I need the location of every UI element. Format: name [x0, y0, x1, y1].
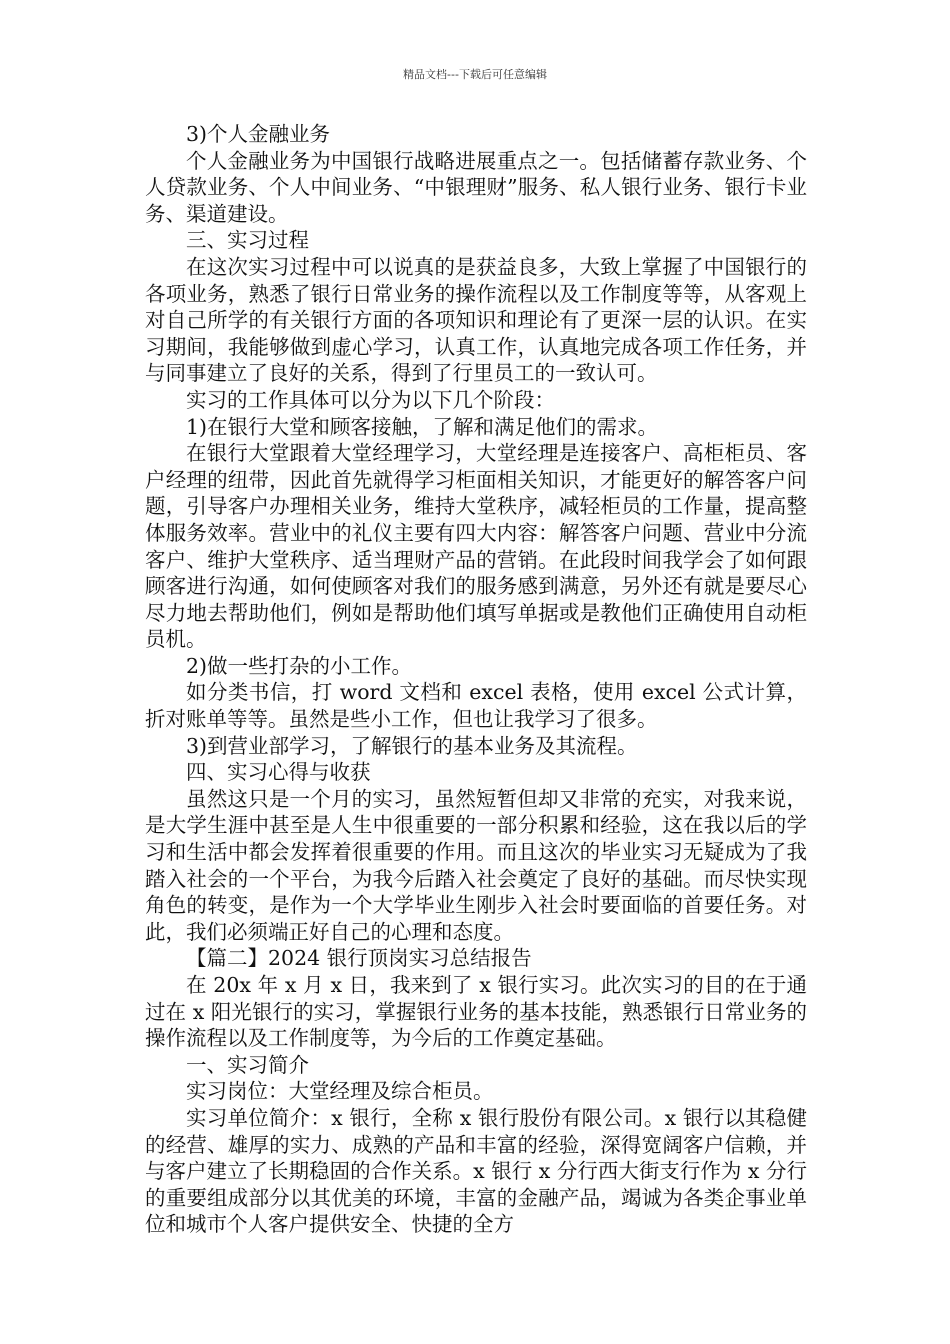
- paragraph: 在 20x 年 x 月 x 日，我来到了 x 银行实习。此次实习的目的在于通过在 x 阳光银行的实习，掌握银行业务的基本技能，熟悉银行日常业务的操作流程以及工作制度等，为今后的工作奠定基础。: [145, 973, 807, 1051]
- paragraph: 1)在银行大堂和顾客接触，了解和满足他们的需求。: [186, 414, 659, 439]
- section-heading: 一、实习简介: [186, 1052, 309, 1077]
- paragraph: 实习的工作具体可以分为以下几个阶段：: [186, 387, 555, 412]
- paragraph: 3)到营业部学习，了解银行的基本业务及其流程。: [186, 733, 638, 758]
- section-heading: 三、实习过程: [186, 228, 309, 253]
- paragraph: 如分类书信，打 word 文档和 excel 表格，使用 excel 公式计算，折对账单等等。虽然是些小工作，但也让我学习了很多。: [145, 680, 807, 732]
- paragraph: 虽然这只是一个月的实习，虽然短暂但却又非常的充实，对我来说，是大学生涯中甚至是人生中很重要的一部分积累和经验，这在我以后的学习和生活中都会发挥着很重要的作用。而且这次的毕业实习无疑成为了我踏入社会的一个平台，为我今后踏入社会奠定了良好的基础。而尽快实现角色的转变，是作为一个大学毕业生刚步入社会时要面临的首要任务。对此，我们必须端正好自己的心理和态度。: [145, 786, 807, 944]
- page-header: 精品文档---下载后可任意编辑: [403, 68, 547, 81]
- section-heading: 四、实习心得与收获: [186, 760, 371, 785]
- paragraph: 实习单位简介：x 银行，全称 x 银行股份有限公司。x 银行以其稳健的经营、雄厚的实力、成熟的产品和丰富的经验，深得宽阔客户信赖，并与客户建立了长期稳固的合作关系。x 银行 x 分行西大街支行作为 x 分行的重要组成部分以其优美的环境，丰富的金融产品，竭诚为各类企事业单位和城市个人客户提供安全、快捷的全方: [145, 1105, 807, 1237]
- document-body: [145, 121, 807, 1238]
- paragraph: 2)做一些打杂的小工作。: [186, 653, 413, 678]
- paragraph: 在这次实习过程中可以说真的是获益良多，大致上掌握了中国银行的各项业务，熟悉了银行日常业务的操作流程以及工作制度等等，从客观上对自己所学的有关银行方面的各项知识和理论有了更深一层的认识。在实习期间，我能够做到虚心学习，认真工作，认真地完成各项工作任务，并与同事建立了良好的关系，得到了行里员工的一致认可。: [145, 254, 807, 386]
- article-title: 【篇二】2024 银行顶岗实习总结报告: [186, 946, 532, 971]
- paragraph: 实习岗位：大堂经理及综合柜员。: [186, 1079, 494, 1104]
- paragraph: 在银行大堂跟着大堂经理学习，大堂经理是连接客户、高柜柜员、客户经理的纽带，因此首先就得学习柜面相关知识，才能更好的解答客户问题，引导客户办理相关业务，维持大堂秩序，减轻柜员的工作量，提高整体服务效率。营业中的礼仪主要有四大内容：解答客户问题、营业中分流客户、维护大堂秩序、适当理财产品的营销。在此段时间我学会了如何跟顾客进行沟通，如何使顾客对我们的服务感到满意，另外还有就是要尽心尽力地去帮助他们，例如是帮助他们填写单据或是教他们正确使用自动柜员机。: [145, 441, 807, 652]
- paragraph: 个人金融业务为中国银行战略进展重点之一。包括储蓄存款业务、个人贷款业务、个人中间业务、“中银理财”服务、私人银行业务、银行卡业务、渠道建设。: [145, 148, 807, 226]
- paragraph: 3)个人金融业务: [186, 122, 331, 146]
